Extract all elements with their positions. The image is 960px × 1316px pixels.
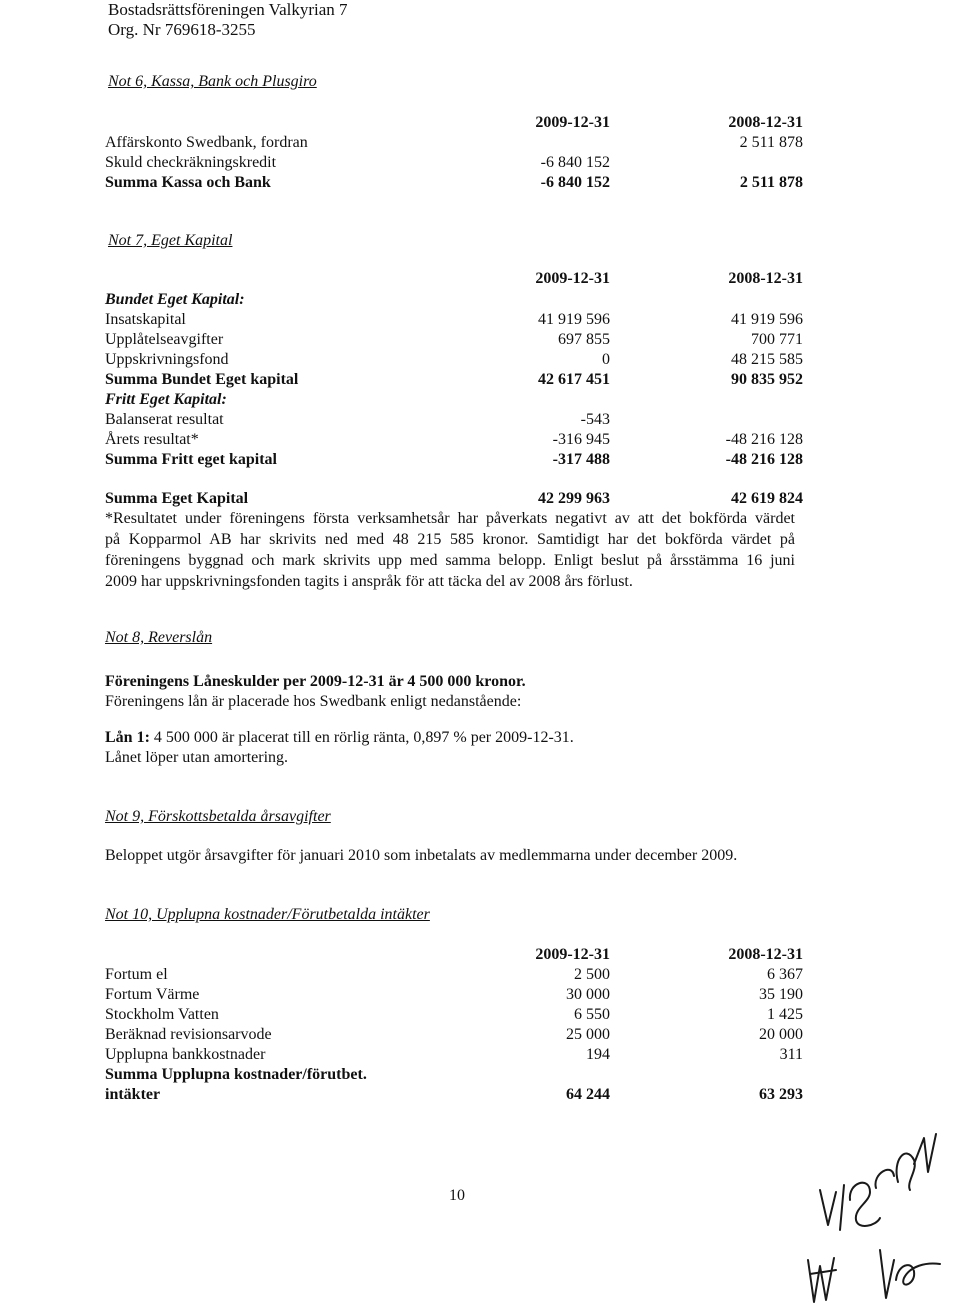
row-value-2008: 48 215 585 xyxy=(731,351,803,368)
row-label: Fortum el xyxy=(105,966,168,983)
row-label: Skuld checkräkningskredit xyxy=(105,154,277,171)
footnote-line: *Resultatet under föreningens första verksamhetsår har påverkats negativt av att det bokförda värdet xyxy=(105,510,795,527)
row-value-2009: 25 000 xyxy=(566,1026,610,1043)
row-value-2008: 20 000 xyxy=(759,1026,803,1043)
row-label: Upplåtelseavgifter xyxy=(105,331,224,348)
note10-title: Not 10, Upplupna kostnader/Förutbetalda intäkter xyxy=(105,906,430,923)
row-value-2009: 42 617 451 xyxy=(538,371,610,388)
row-value-2009: -317 488 xyxy=(552,451,610,468)
row-label: Summa Upplupna kostnader/förutbet. xyxy=(105,1066,367,1083)
row-label: Årets resultat* xyxy=(105,431,199,448)
note6-column-headers xyxy=(105,113,805,133)
row-label: Insatskapital xyxy=(105,311,186,328)
row-value-2008: 311 xyxy=(779,1046,803,1063)
footnote-line: föreningens byggnad och mark skrivits upp med samma belopp. Enligt beslut på årsstämma 16 juni xyxy=(105,552,795,569)
row-value-2008: 1 425 xyxy=(767,1006,803,1023)
footnote-line: på Kopparmol AB har skrivits ned med 48 215 585 kronor. Samtidigt har det bokförda värdet på xyxy=(105,531,795,548)
table-row xyxy=(105,410,805,430)
table-row-grand-total xyxy=(105,489,805,509)
note7-col-2008: 2008-12-31 xyxy=(728,270,803,287)
row-value-2009: 64 244 xyxy=(566,1086,610,1103)
note7-col-2009: 2009-12-31 xyxy=(535,270,610,287)
table-row xyxy=(105,1005,805,1025)
table-row xyxy=(105,153,805,173)
bundet-heading xyxy=(105,290,805,310)
table-row-total xyxy=(105,1085,805,1105)
row-label: Summa Fritt eget kapital xyxy=(105,451,277,468)
table-row xyxy=(105,350,805,370)
note8-loan-total: Föreningens Låneskulder per 2009-12-31 är 4 500 000 kronor. xyxy=(105,673,526,690)
note7-footnote xyxy=(105,509,795,593)
row-value-2008: 2 511 878 xyxy=(739,134,803,151)
fritt-heading-label: Fritt Eget Kapital: xyxy=(105,391,227,408)
note9-text: Beloppet utgör årsavgifter för januari 2010 som inbetalats av medlemmarna under december 2009. xyxy=(105,847,738,864)
row-value-2009: 0 xyxy=(602,351,610,368)
row-label: Uppskrivningsfond xyxy=(105,351,229,368)
org-number: Org. Nr 769618-3255 xyxy=(108,20,256,39)
row-label: Fortum Värme xyxy=(105,986,200,1003)
table-row xyxy=(105,330,805,350)
page-number: 10 xyxy=(449,1187,465,1204)
note9-title: Not 9, Förskottsbetalda årsavgifter xyxy=(105,808,331,825)
table-row xyxy=(105,310,805,330)
table-row xyxy=(105,985,805,1005)
table-row xyxy=(105,133,805,153)
row-label: Summa Eget Kapital xyxy=(105,490,249,507)
note6-col-2009: 2009-12-31 xyxy=(535,114,610,131)
row-value-2009: 42 299 963 xyxy=(538,490,610,507)
row-value-2008: 42 619 824 xyxy=(731,490,803,507)
note8-loan-bank: Föreningens lån är placerade hos Swedbank enligt nedanstående: xyxy=(105,693,522,710)
row-value-2008: 63 293 xyxy=(759,1086,803,1103)
table-row-total xyxy=(105,450,805,470)
table-row-total xyxy=(105,173,805,193)
org-name: Bostadsrättsföreningen Valkyrian 7 xyxy=(108,0,348,19)
row-value-2009: -316 945 xyxy=(552,431,610,448)
row-label: Balanserat resultat xyxy=(105,411,224,428)
row-label: Summa Bundet Eget kapital xyxy=(105,371,299,388)
row-value-2008: 700 771 xyxy=(751,331,803,348)
note10-col-2009: 2009-12-31 xyxy=(535,946,610,963)
footnote-line: 2009 har uppskrivningsfonden tagits i anspråk för att täcka del av 2008 års förlust. xyxy=(105,573,633,590)
table-row xyxy=(105,1045,805,1065)
row-value-2008: 6 367 xyxy=(767,966,803,983)
bundet-heading-label: Bundet Eget Kapital: xyxy=(105,291,245,308)
signature-1 xyxy=(810,1130,950,1240)
row-label: Upplupna bankkostnader xyxy=(105,1046,266,1063)
row-value-2009: -543 xyxy=(580,411,610,428)
row-label: Affärskonto Swedbank, fordran xyxy=(105,134,308,151)
row-value-2008: -48 216 128 xyxy=(725,451,803,468)
table-row xyxy=(105,430,805,450)
note7-title: Not 7, Eget Kapital xyxy=(108,232,233,249)
row-value-2009: 30 000 xyxy=(566,986,610,1003)
row-value-2008: 35 190 xyxy=(759,986,803,1003)
row-value-2009: 194 xyxy=(586,1046,610,1063)
note8-title: Not 8, Reverslån xyxy=(105,629,213,646)
row-value-2008: 90 835 952 xyxy=(731,371,803,388)
signature-2 xyxy=(800,1240,950,1312)
row-value-2009: -6 840 152 xyxy=(540,154,610,171)
note10-column-headers xyxy=(105,945,805,965)
note7-column-headers xyxy=(105,269,805,289)
loan-1-text: 4 500 000 är placerat till en rörlig ränta, 0,897 % per 2009-12-31. xyxy=(149,729,574,746)
row-value-2009: -6 840 152 xyxy=(540,174,610,191)
row-label: Beräknad revisionsarvode xyxy=(105,1026,272,1043)
row-value-2009: 6 550 xyxy=(574,1006,610,1023)
row-value-2008: 2 511 878 xyxy=(739,174,803,191)
row-value-2009: 2 500 xyxy=(574,966,610,983)
table-row xyxy=(105,1025,805,1045)
row-label: Summa Kassa och Bank xyxy=(105,174,271,191)
note10-col-2008: 2008-12-31 xyxy=(728,946,803,963)
row-value-2009: 697 855 xyxy=(558,331,610,348)
note6-col-2008: 2008-12-31 xyxy=(728,114,803,131)
row-value-2008: 41 919 596 xyxy=(731,311,803,328)
row-label: Stockholm Vatten xyxy=(105,1006,219,1023)
table-row xyxy=(105,965,805,985)
table-row-total xyxy=(105,370,805,390)
note8-amortization: Lånet löper utan amortering. xyxy=(105,749,289,766)
table-row-total-label xyxy=(105,1065,805,1085)
row-value-2008: -48 216 128 xyxy=(725,431,803,448)
row-label: intäkter xyxy=(105,1086,161,1103)
note8-loan-1 xyxy=(105,728,574,748)
fritt-heading xyxy=(105,390,805,410)
note6-title: Not 6, Kassa, Bank och Plusgiro xyxy=(108,73,317,90)
row-value-2009: 41 919 596 xyxy=(538,311,610,328)
loan-1-label: Lån 1: xyxy=(105,729,150,746)
